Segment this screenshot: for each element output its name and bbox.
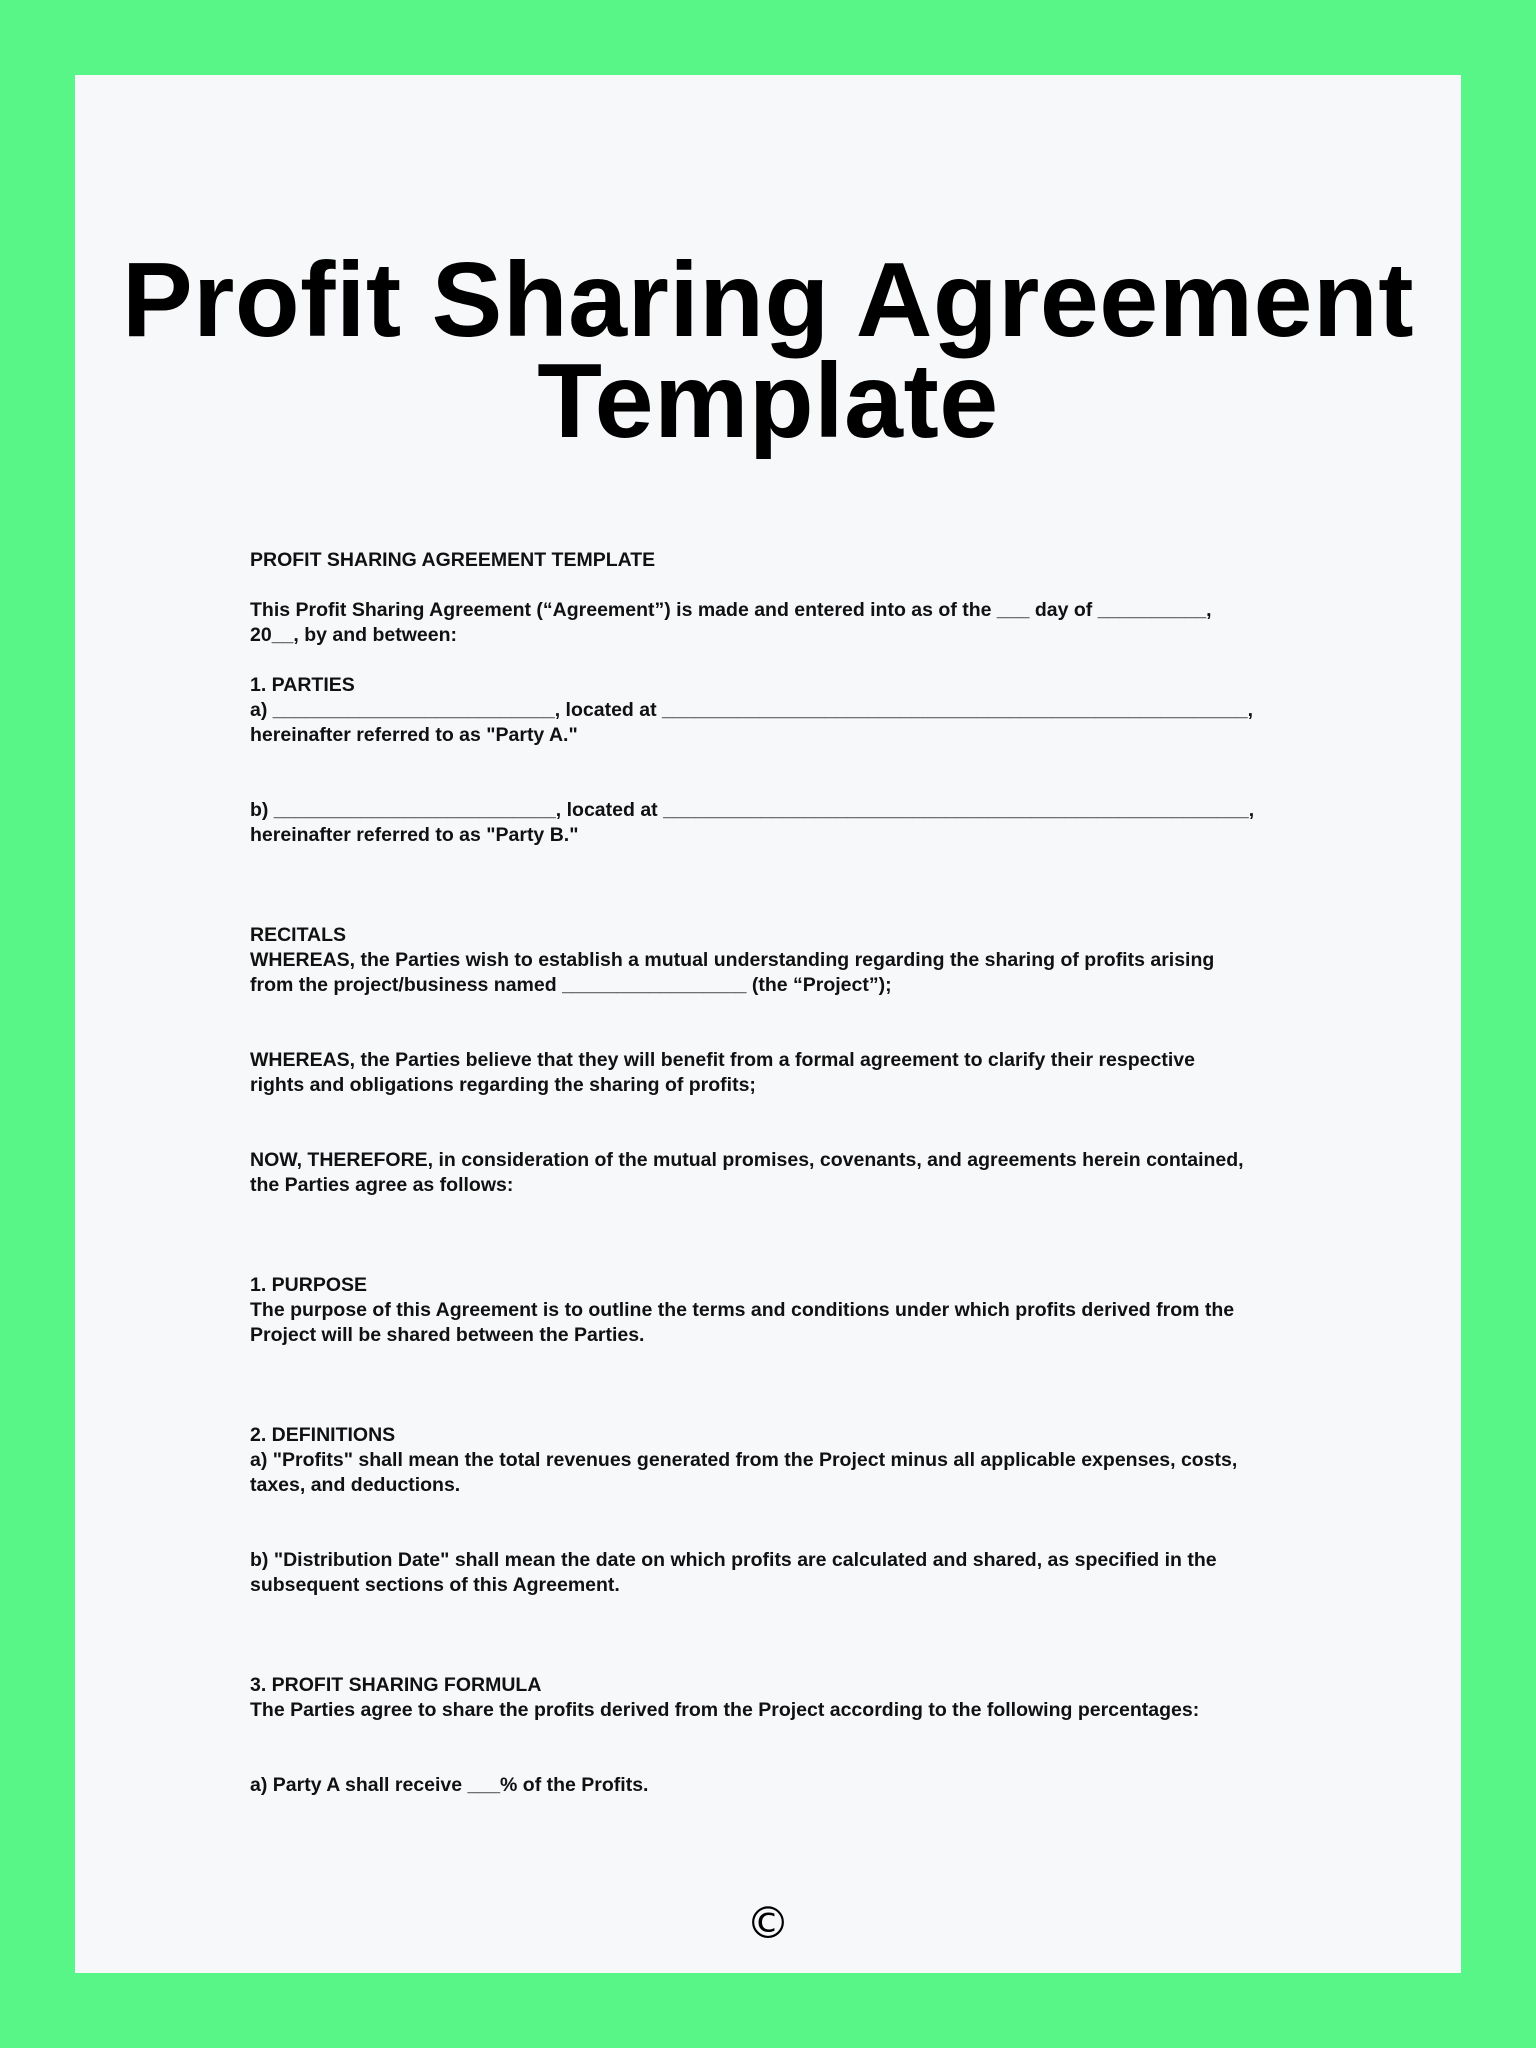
formula-party-a: a) Party A shall receive ___% of the Profits. [250, 1774, 649, 1796]
title-line-2: Template [537, 342, 999, 460]
title-line-1: Profit Sharing Agreement [121, 241, 1415, 359]
agreement-heading: PROFIT SHARING AGREEMENT TEMPLATE [250, 549, 656, 571]
purpose-text: The purpose of this Agreement is to outline the terms and conditions under which profits derived from the Project will be shared between the Parties. [250, 1299, 1235, 1346]
intro-paragraph: This Profit Sharing Agreement (“Agreement”) is made and entered into as of the ___ day of __________, 20__, by and between: [250, 599, 1212, 646]
copyright-icon: © [746, 1898, 790, 1949]
party-b-line: b) __________________________, located at ______________________________________________________, hereinafter referred to as "Party B." [250, 799, 1255, 846]
formula-text: The Parties agree to share the profits derived from the Project according to the following percentages: [250, 1699, 1200, 1721]
recitals-heading: RECITALS [250, 924, 347, 946]
document-page [75, 75, 1461, 1973]
purpose-heading: 1. PURPOSE [250, 1274, 368, 1296]
definitions-heading: 2. DEFINITIONS [250, 1424, 396, 1446]
definition-b: b) "Distribution Date" shall mean the date on which profits are calculated and shared, as specified in the subsequent sections of this Agreement. [250, 1549, 1217, 1596]
formula-heading: 3. PROFIT SHARING FORMULA [250, 1674, 542, 1696]
document-title [75, 241, 1461, 460]
parties-heading: 1. PARTIES [250, 674, 355, 696]
party-a-line: a) __________________________, located at ______________________________________________________, hereinafter referred to as "Party A." [250, 699, 1254, 746]
definition-a: a) "Profits" shall mean the total revenues generated from the Project minus all applicable expenses, costs, taxes, and deductions. [250, 1449, 1238, 1496]
recital-2: WHEREAS, the Parties believe that they will benefit from a formal agreement to clarify their respective rights and obligations regarding the sharing of profits; [250, 1049, 1195, 1096]
recital-3: NOW, THEREFORE, in consideration of the mutual promises, covenants, and agreements herein contained, the Parties agree as follows: [250, 1149, 1244, 1196]
recital-1: WHEREAS, the Parties wish to establish a mutual understanding regarding the sharing of profits arising from the project/business named _________________ (the “Project”); [250, 949, 1215, 996]
